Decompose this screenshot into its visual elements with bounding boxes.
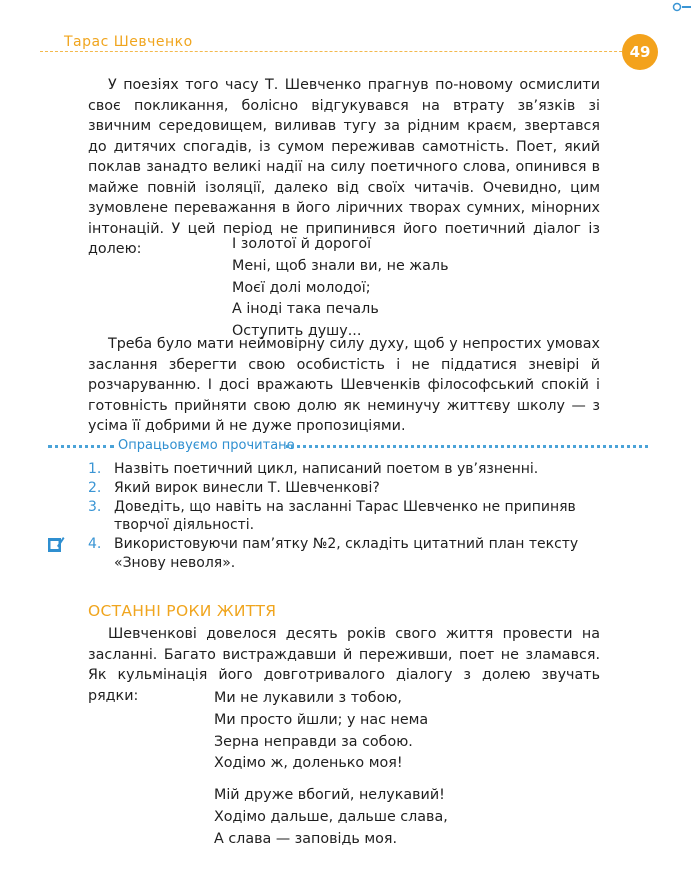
intro-paragraph-block [88, 75, 600, 260]
written-task-icon [47, 535, 65, 553]
poem-line: А іноді така печаль [232, 301, 379, 318]
task-number: 4. [88, 536, 102, 553]
poem-line: Ми не лукавили з тобою, [214, 690, 402, 706]
dotted-divider [286, 445, 648, 448]
task-text: Який вирок винесли Т. Шевченкові? [114, 479, 380, 496]
poem-line: Оступить душу... [232, 323, 362, 340]
stanza-gap [214, 775, 448, 785]
page-number-badge: 49 [622, 34, 658, 70]
poem-line: А слава — заповідь моя. [214, 830, 398, 847]
intro-paragraph: У поезіях того часу Т. Шевченко прагнув по-новому осмислити своє покликання, болісно відгукувався на втрату зв’язків зі звичним середовищем, виливав тугу за рідним краєм, звертався до дитячих спогадів, із сумом переживав самотність. Поет, який поклав занадто великі надії на силу поетичного слова, опинився в майже повній ізоляції, далеко від своїх читачів. Очевидно, цим зумовлене переважання в його ліричних творах сумних, мінорних інтонацій. У цей період не припинився його поетичний діалог із долею: [88, 77, 600, 257]
poem-line: Мій друже вбогий, нелукавий! [214, 787, 445, 804]
exercise-task-list [84, 460, 600, 573]
second-paragraph-block [88, 334, 600, 437]
task-number: 1. [88, 461, 102, 477]
task-item [84, 460, 600, 479]
task-text: Доведіть, що навіть на засланні Тарас Шевченко не припиняв творчої діяльності. [114, 498, 576, 534]
section-heading: ОСТАННІ РОКИ ЖИТТЯ [88, 602, 277, 620]
exercise-section-bar [48, 438, 648, 456]
poem-line: Ходімо дальше, дальше слава, [214, 808, 448, 825]
poem-excerpt-1 [232, 234, 449, 343]
poem-line: Ми просто йшли; у нас нема [214, 711, 429, 728]
poem-line: І золотої й дорогої [232, 236, 372, 252]
poem-line: Ходімо ж, доленько моя! [214, 755, 403, 772]
second-paragraph: Треба було мати неймовірну силу духу, щоб у непростих умовах заслання зберегти свою особистість і не піддатися зневірі й розчаруванню. І досі вражають Шевченків філософський спокій і готовність прийняти свою долю як неминучу життєву школу — з усіма її добрими й не дуже пропозиціями. [88, 336, 600, 434]
task-number: 2. [88, 479, 102, 496]
task-item [84, 535, 600, 573]
task-item [84, 498, 600, 536]
poem-line: Мені, щоб знали ви, не жаль [232, 257, 449, 274]
dotted-divider [48, 445, 114, 448]
corner-mark-icon [672, 2, 692, 12]
task-text: Назвіть поетичний цикл, написаний поетом в ув’язненні. [114, 461, 539, 477]
task-text: Використовуючи пам’ятку №2, складіть цитатний план тексту «Знову неволя». [114, 536, 579, 571]
task-item [84, 479, 600, 498]
running-header-title: Тарас Шевченко [64, 34, 193, 50]
task-number: 3. [88, 498, 102, 515]
header-divider [40, 51, 652, 52]
poem-excerpt-2 [214, 688, 448, 851]
exercise-section-label: Опрацьовуємо прочитане [118, 438, 295, 453]
poem-line: Зерна неправди за собою. [214, 733, 413, 750]
last-paragraph: Шевченкові довелося десять років свого життя провести на засланні. Багато вистраждавши й переживши, поет не зламався. Як кульмінація його довготривалого діалогу з долею звучать рядки: [88, 626, 600, 704]
poem-line: Моєї долі молодої; [232, 279, 371, 296]
